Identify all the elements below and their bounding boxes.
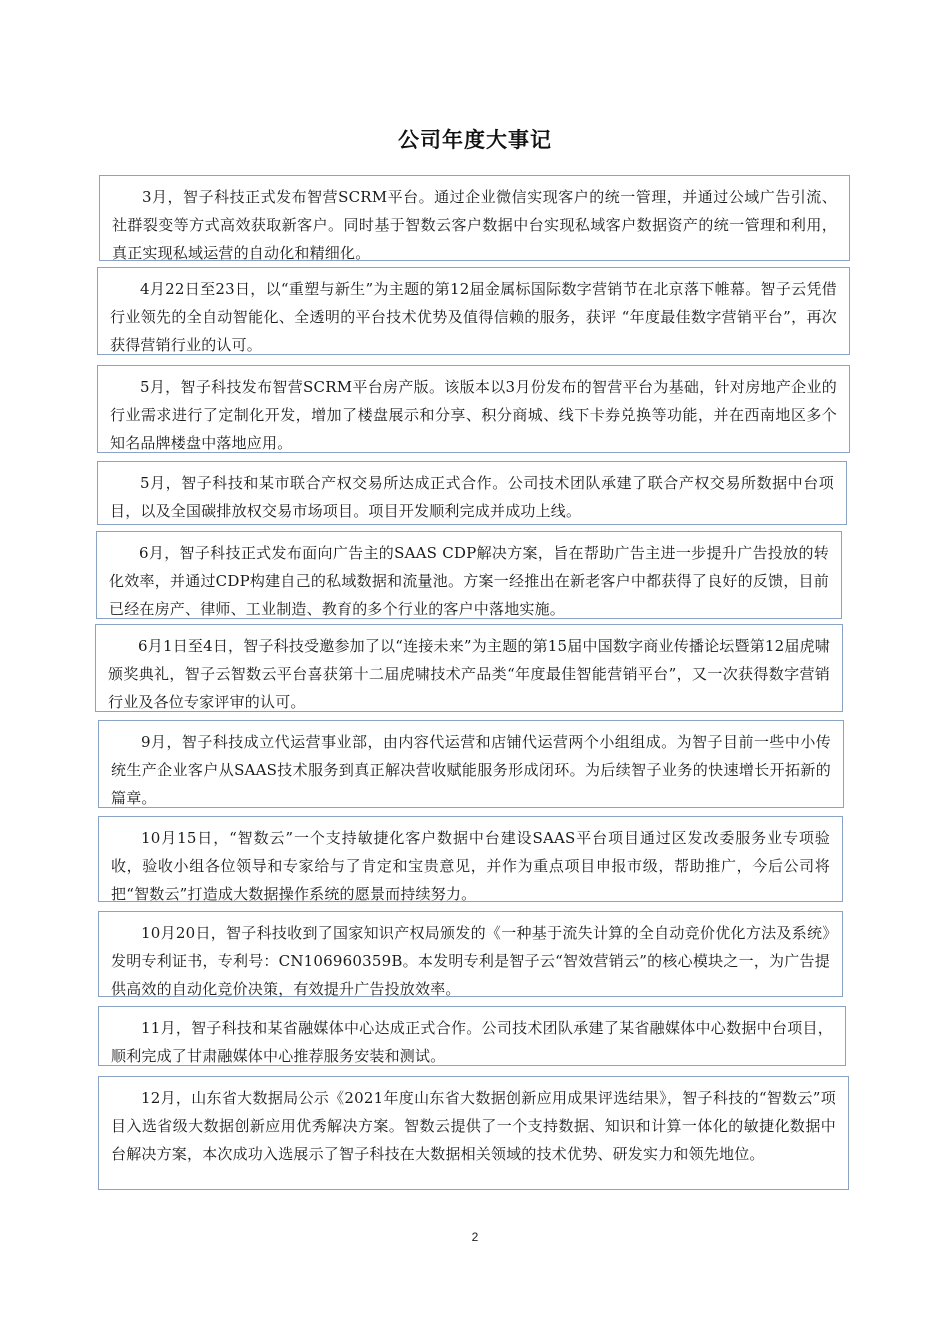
event-box-7 <box>98 720 844 808</box>
event-text: 3月，智子科技正式发布智营SCRM平台。通过企业微信实现客户的统一管理，并通过公域广告引流、社群裂变等方式高效获取新客户。同时基于智数云客户数据中台实现私域客户数据资产的统一管理和利用，真正实现私域运营的自动化和精细化。 <box>112 188 837 262</box>
event-text: 12月，山东省大数据局公示《2021年度山东省大数据创新应用成果评选结果》，智子科技的“智数云”项目入选省级大数据创新应用优秀解决方案。智数云提供了一个支持数据、知识和计算一体化的敏捷化数据中台解决方案，本次成功入选展示了智子科技在大数据相关领域的技术优势、研发实力和领先地位。 <box>111 1089 836 1163</box>
event-box-2 <box>97 267 850 355</box>
event-text: 10月20日，智子科技收到了国家知识产权局颁发的《一种基于流失计算的全自动竞价优化方法及系统》发明专利证书，专利号：CN106960359B。本发明专利是智子云“智效营销云”的核心模块之一，为广告提供高效的自动化竞价决策，有效提升广告投放效率。 <box>111 924 830 998</box>
event-box-6 <box>95 624 843 712</box>
event-box-9 <box>98 911 843 997</box>
event-box-8 <box>98 816 843 902</box>
page-title: 公司年度大事记 <box>398 128 552 152</box>
event-box-3 <box>97 365 850 453</box>
event-text: 9月，智子科技成立代运营事业部，由内容代运营和店铺代运营两个小组组成。为智子目前一些中小传统生产企业客户从SAAS技术服务到真正解决营收赋能服务形成闭环。为后续智子业务的快速增长开拓新的篇章。 <box>111 733 831 807</box>
event-text: 4月22日至23日，以“重塑与新生”为主题的第12届金属标国际数字营销节在北京落下帷幕。智子云凭借行业领先的全自动智能化、全透明的平台技术优势及值得信赖的服务，获评 “年度最佳数字营销平台”，再次获得营销行业的认可。 <box>110 280 837 354</box>
event-box-4 <box>97 461 847 525</box>
event-box-10 <box>98 1006 846 1066</box>
event-box-1 <box>99 175 850 261</box>
event-text: 6月1日至4日，智子科技受邀参加了以“连接未来”为主题的第15届中国数字商业传播论坛暨第12届虎啸颁奖典礼，智子云智数云平台喜获第十二届虎啸技术产品类“年度最佳智能营销平台”，又一次获得数字营销行业及各位专家评审的认可。 <box>108 637 830 711</box>
page-number: 2 <box>471 1230 479 1244</box>
event-text: 5月，智子科技和某市联合产权交易所达成正式合作。公司技术团队承建了联合产权交易所数据中台项目，以及全国碳排放权交易市场项目。项目开发顺利完成并成功上线。 <box>110 474 834 520</box>
event-text: 10月15日，“智数云”一个支持敏捷化客户数据中台建设SAAS平台项目通过区发改委服务业专项验收，验收小组各位领导和专家给与了肯定和宝贵意见，并作为重点项目申报市级，帮助推广，今后公司将把“智数云”打造成大数据操作系统的愿景而持续努力。 <box>111 829 830 903</box>
event-text: 5月，智子科技发布智营SCRM平台房产版。该版本以3月份发布的智营平台为基础，针对房地产企业的行业需求进行了定制化开发，增加了楼盘展示和分享、积分商城、线下卡券兑换等功能，并在西南地区多个知名品牌楼盘中落地应用。 <box>110 378 837 452</box>
event-box-5 <box>96 531 842 619</box>
event-text: 11月，智子科技和某省融媒体中心达成正式合作。公司技术团队承建了某省融媒体中心数据中台项目，顺利完成了甘肃融媒体中心推荐服务安装和测试。 <box>111 1019 833 1065</box>
event-box-11 <box>98 1076 849 1190</box>
event-text: 6月，智子科技正式发布面向广告主的SAAS CDP解决方案，旨在帮助广告主进一步提升广告投放的转化效率，并通过CDP构建自己的私域数据和流量池。方案一经推出在新老客户中都获得了良好的反馈，目前已经在房产、律师、工业制造、教育的多个行业的客户中落地实施。 <box>109 544 829 618</box>
